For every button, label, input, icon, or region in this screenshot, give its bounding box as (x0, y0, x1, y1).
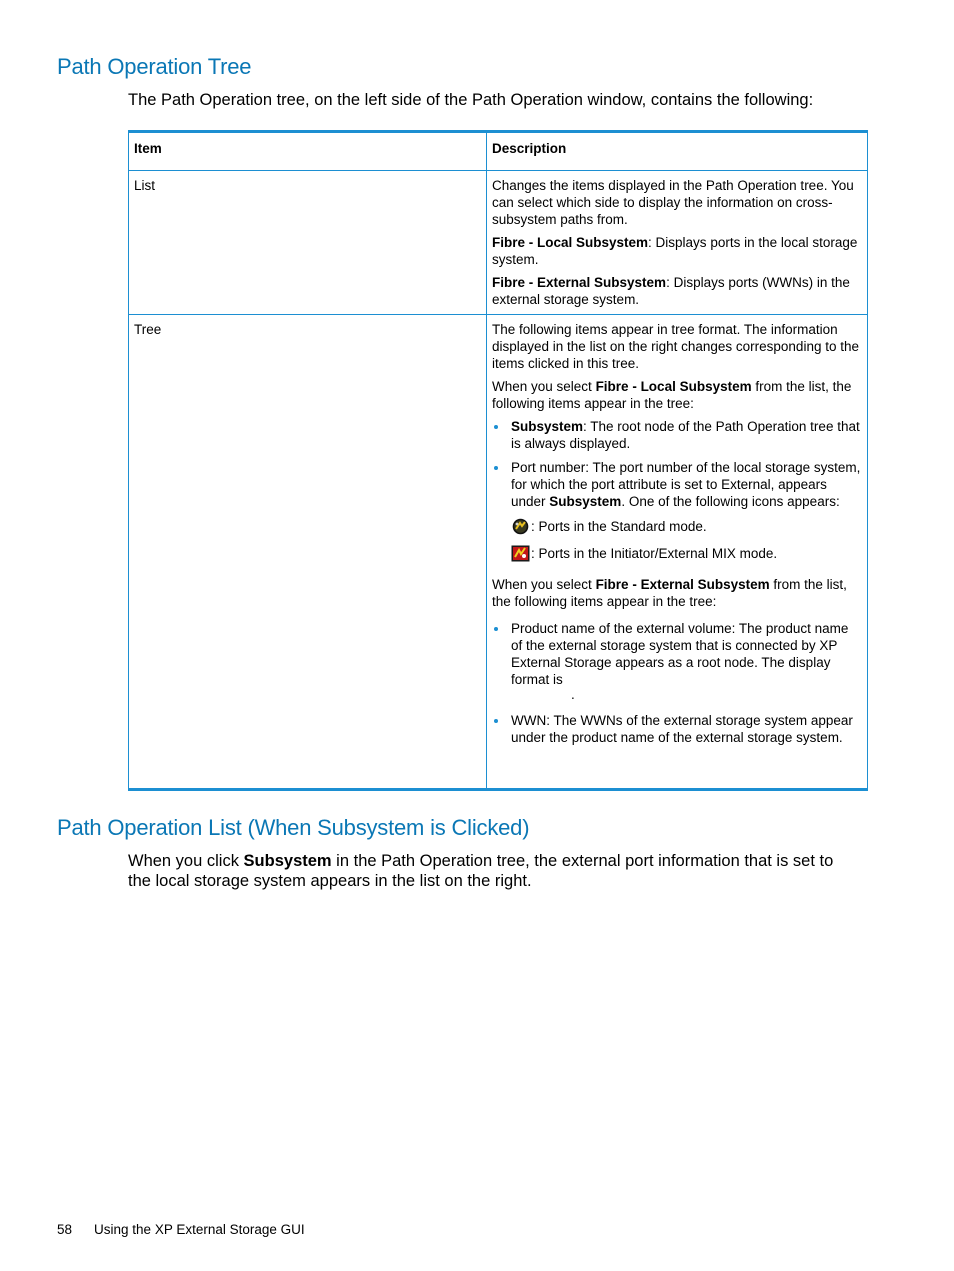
standard-port-icon (511, 518, 530, 535)
footer-title: Using the XP External Storage GUI (94, 1222, 305, 1237)
bullet-icon (494, 466, 498, 470)
display-format: . (571, 687, 575, 702)
list-description: Changes the items displayed in the Path Operation tree. You can select which side to display the information on cross-subsystem paths from. (492, 178, 854, 227)
list-local-option: Fibre - Local Subsystem: Displays ports in the local storage system. (492, 235, 858, 267)
tree-local-intro: When you select Fibre - Local Subsystem from the list, the following items appear in the tree: (492, 379, 852, 411)
section-heading-path-operation-list: Path Operation List (When Subsystem is Clicked) (57, 815, 530, 840)
list-item: Subsystem: The root node of the Path Operation tree that is always displayed. (492, 418, 862, 452)
list-item: Port number: The port number of the local storage system, for which the port attribute is set to External, appears under Subsystem. One of the following icons appears: (492, 459, 862, 510)
section-heading-path-operation-tree: Path Operation Tree (57, 54, 252, 79)
header-description: Description (487, 132, 868, 171)
mix-port-icon (511, 545, 530, 562)
list-item: WWN: The WWNs of the external storage system appear under the product name of the external storage system. (492, 712, 862, 746)
page-footer (57, 1222, 305, 1237)
table-row (129, 315, 868, 790)
external-bullet-list (492, 620, 862, 746)
table-row (129, 171, 868, 315)
tree-description: The following items appear in tree format. The information displayed in the list on the right changes corresponding to the items clicked in this tree. (492, 322, 859, 371)
local-bullet-list (492, 418, 862, 510)
header-item: Item (129, 132, 487, 171)
bullet-icon (494, 425, 498, 429)
list-external-option: Fibre - External Subsystem: Displays ports (WWNs) in the external storage system. (492, 275, 850, 307)
table-header-row (129, 132, 868, 171)
page-number: 58 (57, 1222, 73, 1237)
section-intro: The Path Operation tree, on the left side of the Path Operation window, contains the following: (128, 91, 814, 109)
description-cell-tree (487, 315, 868, 790)
section-paragraph: When you click Subsystem in the Path Operation tree, the external port information that is set to the local storage system appears in the list on the right. (128, 852, 834, 890)
item-cell-list: List (129, 171, 487, 315)
bullet-icon (494, 627, 498, 631)
item-cell-tree: Tree (129, 315, 487, 790)
standard-mode-line: : Ports in the Standard mode. (511, 518, 862, 535)
mix-mode-line: : Ports in the Initiator/External MIX mode. (511, 545, 862, 562)
list-item: Product name of the external volume: The product name of the external storage system that is connected by XP External Storage appears as a root node. The display format is . (492, 620, 862, 702)
path-operation-tree-table (128, 130, 868, 791)
tree-external-intro: When you select Fibre - External Subsystem from the list, the following items appear in the tree: (492, 577, 847, 609)
description-cell-list (487, 171, 868, 315)
bullet-icon (494, 719, 498, 723)
